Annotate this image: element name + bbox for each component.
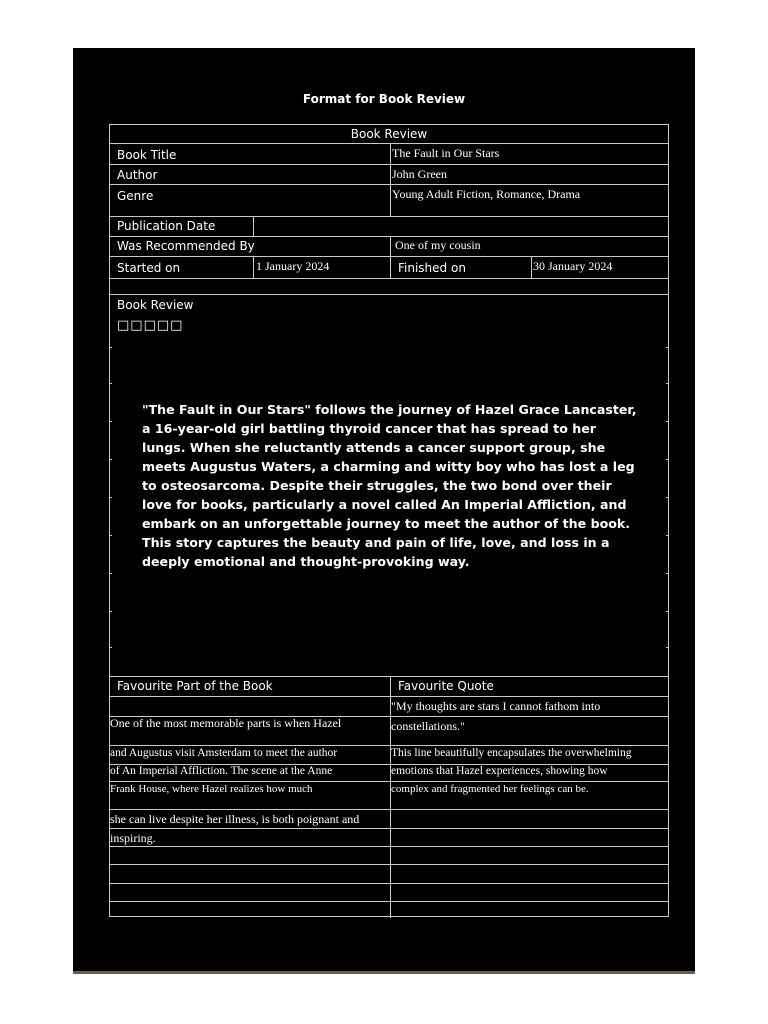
favourite-part-line: Frank House, where Hazel realizes how much (110, 783, 313, 795)
document-title: Format for Book Review (302, 92, 466, 106)
form-header: Book Review (350, 127, 428, 141)
favourite-quote-label: Favourite Quote (398, 679, 494, 693)
publication-date-label: Publication Date (117, 219, 216, 233)
favourite-quote-line: constellations." (391, 719, 465, 733)
rating-boxes: □□□□□ (117, 318, 184, 333)
book-title-label: Book Title (117, 148, 177, 162)
favourite-part-line: One of the most memorable parts is when Hazel (110, 716, 342, 730)
genre-value: Young Adult Fiction, Romance, Drama (392, 187, 581, 201)
book-title-value: The Fault in Our Stars (392, 146, 500, 160)
recommended-by-label: Was Recommended By (117, 239, 255, 253)
review-paragraph: "The Fault in Our Stars" follows the journey of Hazel Grace Lancaster, a 16-year-old girl battling thyroid cancer that has spread to her lungs. When she reluctantly attends a cancer support group, she meets Augustus Waters, a charming and witty boy who has lost a leg to osteosarcoma. Despite their struggles, the two bond over their love for books, particularly a novel called An Imperial Affliction, and embark on an unforgettable journey to meet the author of the book. This story captures the beauty and pain of life, love, and loss in a deeply emotional and thought-provoking way. (142, 402, 637, 569)
favourite-part-line: inspiring. (110, 831, 156, 845)
document-page (73, 48, 695, 974)
finished-on-label: Finished on (398, 261, 466, 275)
favourite-part-line: and Augustus visit Amsterdam to meet the author (110, 747, 338, 759)
finished-on-value: 30 January 2024 (533, 259, 613, 273)
book-review-label: Book Review (117, 298, 194, 312)
author-label: Author (117, 168, 158, 182)
started-on-value: 1 January 2024 (256, 259, 330, 273)
favourite-quote-line: complex and fragmented her feelings can be. (391, 783, 589, 795)
favourite-part-label: Favourite Part of the Book (117, 679, 273, 693)
favourite-quote-line: emotions that Hazel experiences, showing how (391, 765, 608, 777)
author-value: John Green (392, 167, 447, 181)
genre-label: Genre (117, 189, 154, 203)
favourite-part-line: she can live despite her illness, is both poignant and (110, 812, 360, 826)
book-review-form (109, 124, 669, 917)
recommended-by-value: One of my cousin (395, 238, 481, 252)
started-on-label: Started on (117, 261, 181, 275)
page-bottom-edge (73, 971, 695, 974)
favourite-quote-line: This line beautifully encapsulates the overwhelming (391, 747, 632, 759)
favourite-quote-line: "My thoughts are stars I cannot fathom into (391, 699, 601, 713)
favourite-part-line: of An Imperial Affliction. The scene at the Anne (110, 765, 333, 777)
